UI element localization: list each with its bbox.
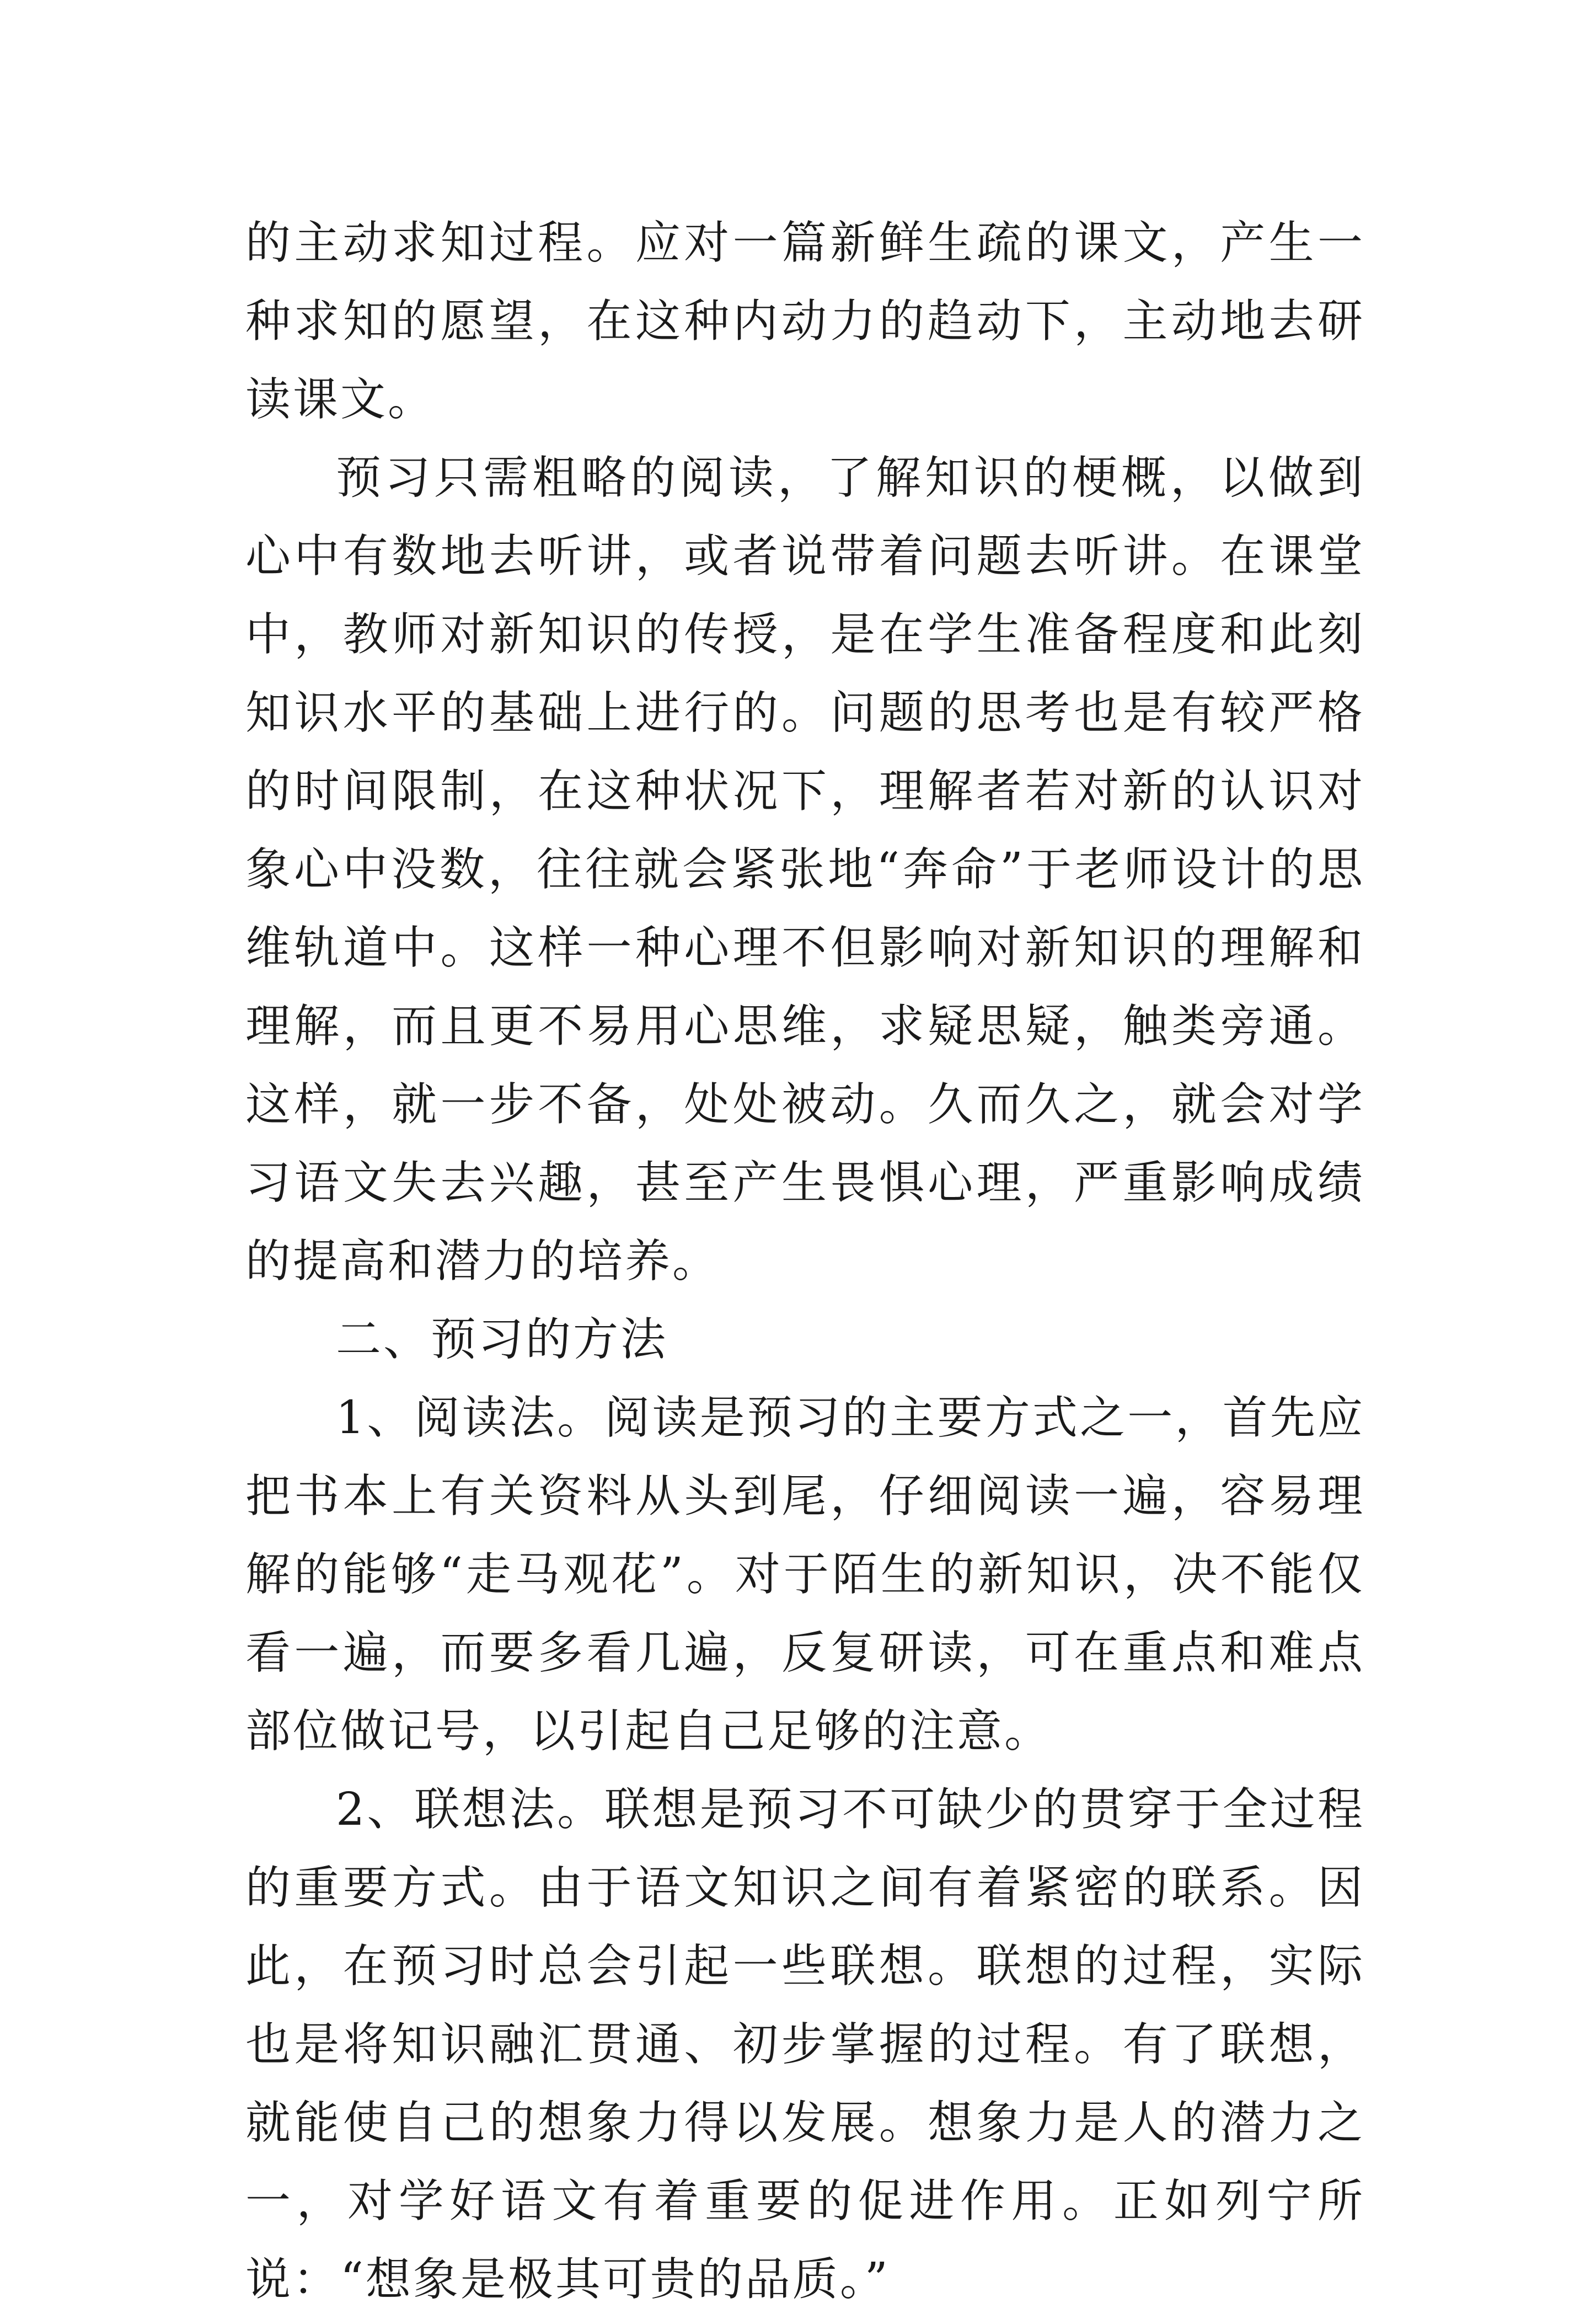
paragraph-reading-method: 1、阅读法。阅读是预习的主要方式之一，首先应把书本上有关资料从头到尾，仔细阅读一遍，容易理解的能够“走马观花”。对于陌生的新知识，决不能仅看一遍，而要多看几遍，反复研读，可在重点和难点部位做记号，以引起自己足够的注意。	[245, 1392, 1365, 1757]
paragraph-preview-reading: 预习只需粗略的阅读，了解知识的梗概，以做到心中有数地去听讲，或者说带着问题去听讲。在课堂中，教师对新知识的传授，是在学生准备程度和此刻知识水平的基础上进行的。问题的思考也是有较严格的时间限制，在这种状况下，理解者若对新的认识对象心中没数，往往就会紧张地“奔命”于老师设计的思维轨道中。这样一种心理不但影响对新知识的理解和理解，而且更不易用心思维，求疑思疑，触类旁通。这样，就一步不备，处处被动。久而久之，就会对学习语文失去兴趣，甚至产生畏惧心理，严重影响成绩的提高和潜力的培养。	[245, 452, 1365, 1287]
paragraph-association-method: 2、联想法。联想是预习不可缺少的贯穿于全过程的重要方式。由于语文知识之间有着紧密的联系。因此，在预习时总会引起一些联想。联想的过程，实际也是将知识融汇贯通、初步掌握的过程。有了联想，就能使自己的想象力得以发展。想象力是人的潜力之一，对学好语文有着重要的促进作用。正如列宁所说：“想象是极其可贵的品质。”	[245, 1783, 1365, 2306]
section-heading-preview-methods: 二、预习的方法	[336, 1313, 668, 1366]
paragraph-continuation: 的主动求知过程。应对一篇新鲜生疏的课文，产生一种求知的愿望，在这种内动力的趋动下，主动地去研读课文。	[245, 217, 1365, 426]
document-body	[245, 204, 1365, 2319]
